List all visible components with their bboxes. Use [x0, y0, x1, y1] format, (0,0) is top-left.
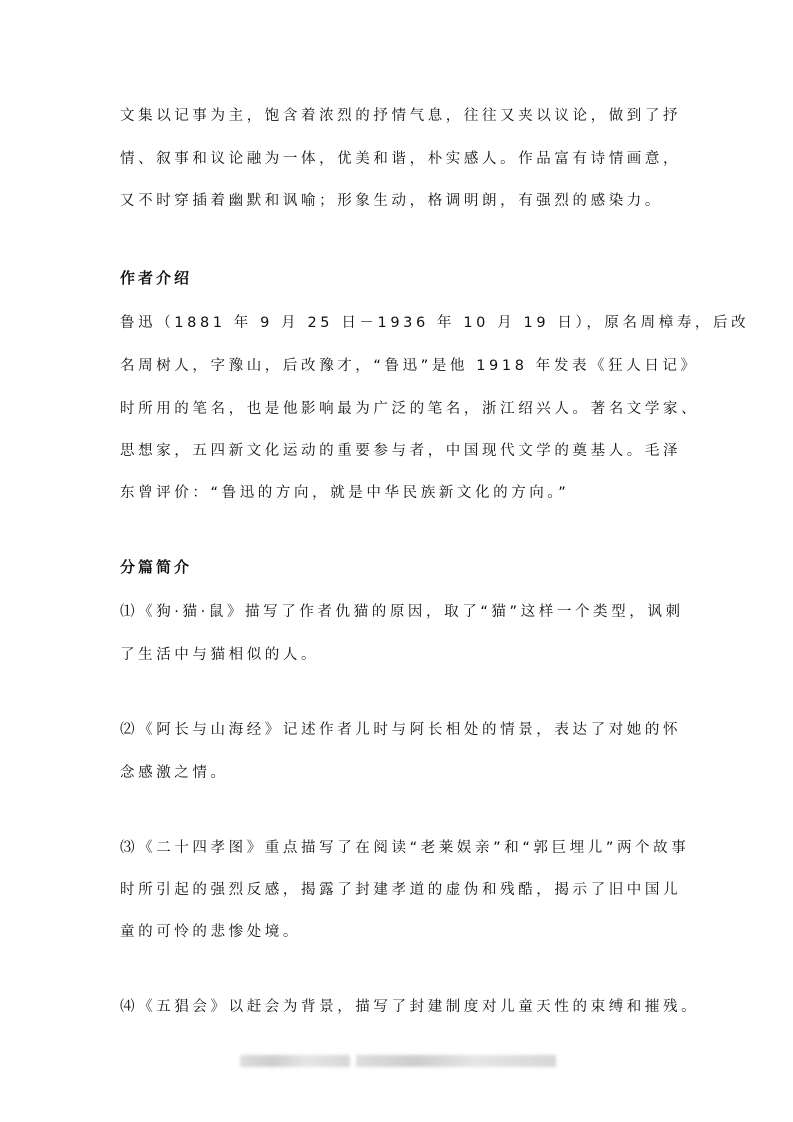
author-line: 鲁迅（1881 年 9 月 25 日－1936 年 10 月 19 日），原名周樟寿，后改 — [120, 315, 750, 331]
intro-line: 又不时穿插着幽默和讽喻；形象生动，格调明朗，有强烈的感染力。 — [120, 193, 663, 209]
blurred-footer-mark — [240, 1055, 350, 1067]
chapter-4-line: ⑷《五猖会》以赶会为背景，描写了封建制度对儿童天性的束缚和摧残。 — [120, 999, 700, 1015]
chapter-1-line: ⑴《狗·猫·鼠》描写了作者仇猫的原因，取了“猫”这样一个类型，讽刺 — [120, 604, 684, 620]
intro-line: 情、叙事和议论融为一体，优美和谐，朴实感人。作品富有诗情画意， — [120, 151, 682, 167]
intro-line: 文集以记事为主，饱含着浓烈的抒情气息，往往又夹以议论，做到了抒 — [120, 108, 682, 124]
document-page — [120, 0, 750, 1122]
author-line: 东曾评价：“鲁迅的方向，就是中华民族新文化的方向。” — [120, 485, 570, 501]
chapter-3-line: ⑶《二十四孝图》重点描写了在阅读“老莱娱亲”和“郭巨埋儿”两个故事 — [120, 840, 690, 856]
author-line: 名周树人，字豫山，后改豫才，“鲁迅”是他 1918 年发表《狂人日记》 — [120, 358, 699, 374]
section-heading-chapters: 分篇简介 — [120, 558, 193, 576]
chapter-3-line: 童的可怜的悲惨处境。 — [120, 924, 301, 940]
blurred-footer-mark — [356, 1055, 556, 1067]
chapter-3-line: 时所引起的强烈反感，揭露了封建孝道的虚伪和残酷，揭示了旧中国儿 — [120, 882, 682, 898]
chapter-2-line: ⑵《阿长与山海经》记述作者儿时与阿长相处的情景，表达了对她的怀 — [120, 722, 682, 738]
section-heading-author: 作者介绍 — [120, 269, 193, 287]
chapter-2-line: 念感激之情。 — [120, 765, 229, 781]
chapter-1-line: 了生活中与猫相似的人。 — [120, 647, 320, 663]
author-line: 思想家，五四新文化运动的重要参与者，中国现代文学的奠基人。毛泽 — [120, 443, 682, 459]
author-line: 时所用的笔名，也是他影响最为广泛的笔名，浙江绍兴人。著名文学家、 — [120, 401, 700, 417]
